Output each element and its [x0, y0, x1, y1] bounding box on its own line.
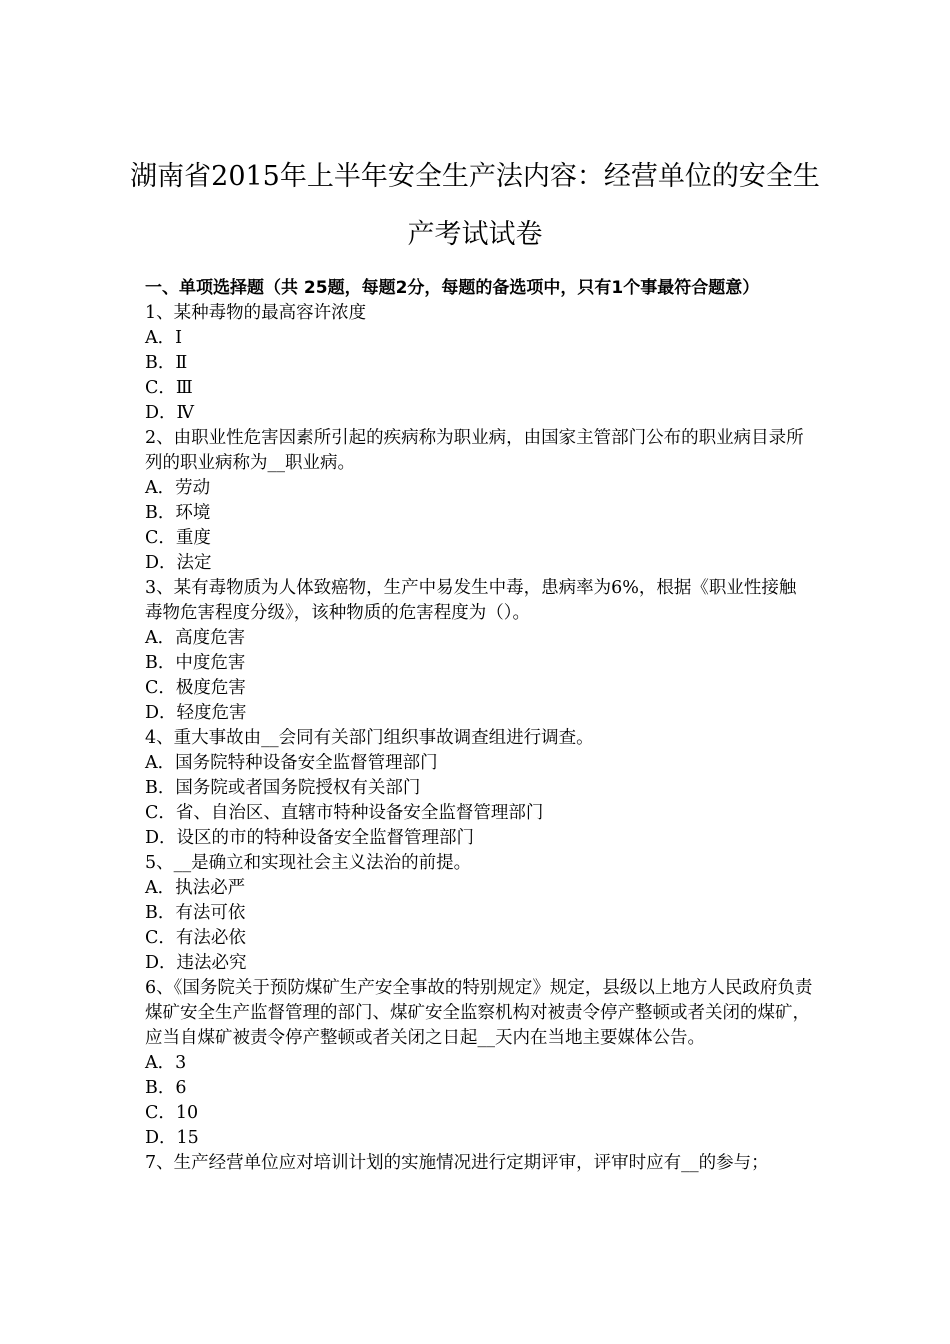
- question-3: [145, 576, 813, 726]
- question-4: [145, 726, 813, 851]
- option-a: A．3: [145, 1053, 187, 1073]
- option-c: C．10: [145, 1103, 199, 1123]
- option-b: B．有法可依: [145, 903, 246, 923]
- question-stem: 7、生产经营单位应对培训计划的实施情况进行定期评审，评审时应有__的参与；: [145, 1153, 769, 1173]
- document-title: [100, 148, 850, 264]
- option-b: B．中度危害: [145, 653, 246, 673]
- question-stem: 1、某种毒物的最高容许浓度: [145, 303, 367, 323]
- question-stem: 5、__是确立和实现社会主义法治的前提。: [145, 853, 472, 873]
- question-stem: 4、重大事故由__会同有关部门组织事故调查组进行调查。: [145, 728, 594, 748]
- option-c: C．省、自治区、直辖市特种设备安全监督管理部门: [145, 803, 544, 823]
- document-body: [145, 276, 813, 1176]
- option-b: B．6: [145, 1078, 187, 1098]
- question-stem: 3、某有毒物质为人体致癌物，生产中易发生中毒，患病率为6%，根据《职业性接触毒物危害程度分级》，该种物质的危害程度为（）。: [145, 578, 797, 623]
- question-stem: 2、由职业性危害因素所引起的疾病称为职业病，由国家主管部门公布的职业病目录所列的职业病称为__职业病。: [145, 428, 804, 473]
- option-a: A．高度危害: [145, 628, 246, 648]
- question-6: [145, 976, 813, 1151]
- option-c: C．Ⅲ: [145, 378, 193, 398]
- option-c: C．极度危害: [145, 678, 246, 698]
- question-stem: 6、《国务院关于预防煤矿生产安全事故的特别规定》规定，县级以上地方人民政府负责煤矿安全生产监督管理的部门、煤矿安全监察机构对被责令停产整顿或者关闭的煤矿，应当自煤矿被责令停产整顿或者关闭之日起__天内在当地主要媒体公告。: [145, 978, 813, 1048]
- option-d: D．15: [145, 1128, 199, 1148]
- title-line-2: 产考试试卷: [407, 219, 543, 250]
- option-d: D．法定: [145, 553, 212, 573]
- question-7: [145, 1151, 813, 1176]
- option-d: D．轻度危害: [145, 703, 247, 723]
- option-a: A．国务院特种设备安全监督管理部门: [145, 753, 438, 773]
- option-c: C．有法必依: [145, 928, 246, 948]
- option-a: A．Ⅰ: [145, 328, 183, 348]
- section-heading: 一、单项选择题（共 25题，每题2分，每题的备选项中，只有1个事最符合题意）: [145, 278, 760, 298]
- option-c: C．重度: [145, 528, 211, 548]
- option-b: B．环境: [145, 503, 211, 523]
- option-a: A．执法必严: [145, 878, 246, 898]
- option-a: A．劳动: [145, 478, 211, 498]
- option-d: D．违法必究: [145, 953, 247, 973]
- question-2: [145, 426, 813, 576]
- option-d: D．设区的市的特种设备安全监督管理部门: [145, 828, 475, 848]
- option-d: D．Ⅳ: [145, 403, 195, 423]
- question-1: [145, 301, 813, 426]
- option-b: B．国务院或者国务院授权有关部门: [145, 778, 421, 798]
- question-5: [145, 851, 813, 976]
- title-line-1: 湖南省2015年上半年安全生产法内容：经营单位的安全生: [130, 161, 820, 192]
- option-b: B．Ⅱ: [145, 353, 188, 373]
